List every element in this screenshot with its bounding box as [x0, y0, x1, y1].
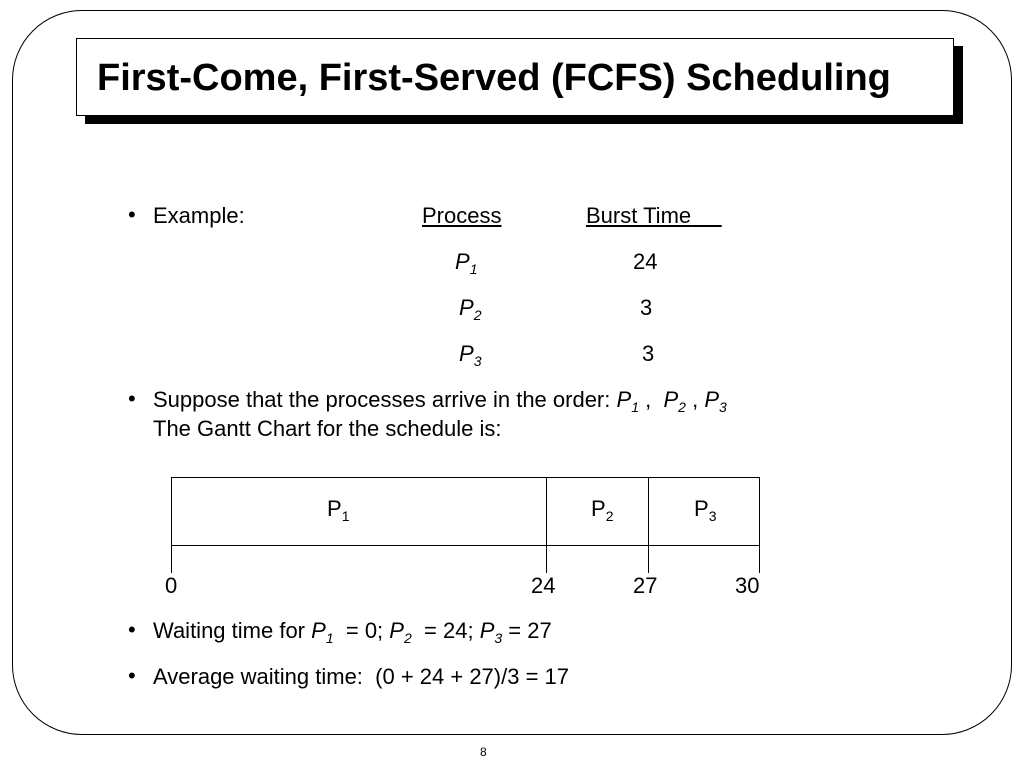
- burst-row-1: 24: [633, 249, 658, 274]
- bullet-dot: •: [128, 663, 136, 688]
- gantt-divider-0: [171, 477, 172, 573]
- page-number: 8: [480, 745, 487, 759]
- arrival-order-text: Suppose that the processes arrive in the order: $P_1$ , $P_2$ , $P_3$: [153, 387, 727, 415]
- title-box: [76, 38, 954, 116]
- process-row-1: $P_1$: [455, 249, 478, 277]
- gantt-divider-30: [759, 477, 760, 573]
- gantt-cell-p3: $P_3$: [694, 496, 717, 524]
- waiting-time-text: Waiting time for $P_1 = 0$; $P_2 = 24$; $P_3 = 27$: [153, 618, 552, 646]
- gantt-divider-27: [648, 477, 649, 573]
- gantt-intro-text: The Gantt Chart for the schedule is:: [153, 416, 502, 441]
- process-header: Process: [422, 203, 502, 228]
- process-row-3: $P_3$: [459, 341, 482, 369]
- example-label: Example:: [153, 203, 245, 228]
- gantt-top-border: [171, 477, 760, 478]
- burst-time-header: Burst Time: [586, 203, 692, 228]
- gantt-tick-24: 24: [531, 573, 556, 598]
- slide-title: First-Come, First-Served (FCFS) Scheduling: [97, 57, 891, 99]
- average-waiting-text: Average waiting time: (0 + 24 + 27)/3 = 17: [153, 664, 570, 689]
- burst-row-3: 3: [642, 341, 655, 366]
- burst-row-2: 3: [640, 295, 653, 320]
- gantt-tick-27: 27: [633, 573, 658, 598]
- gantt-cell-p1: $P_1$: [327, 496, 350, 524]
- gantt-divider-24: [546, 477, 547, 573]
- gantt-cell-p2: $P_2$: [591, 496, 614, 524]
- gantt-tick-0: 0: [165, 573, 178, 598]
- bullet-dot: •: [128, 202, 136, 227]
- gantt-bottom-border: [171, 545, 760, 546]
- bullet-dot: •: [128, 386, 136, 411]
- process-row-2: $P_2$: [459, 295, 482, 323]
- bullet-dot: •: [128, 617, 136, 642]
- gantt-tick-30: 30: [735, 573, 760, 598]
